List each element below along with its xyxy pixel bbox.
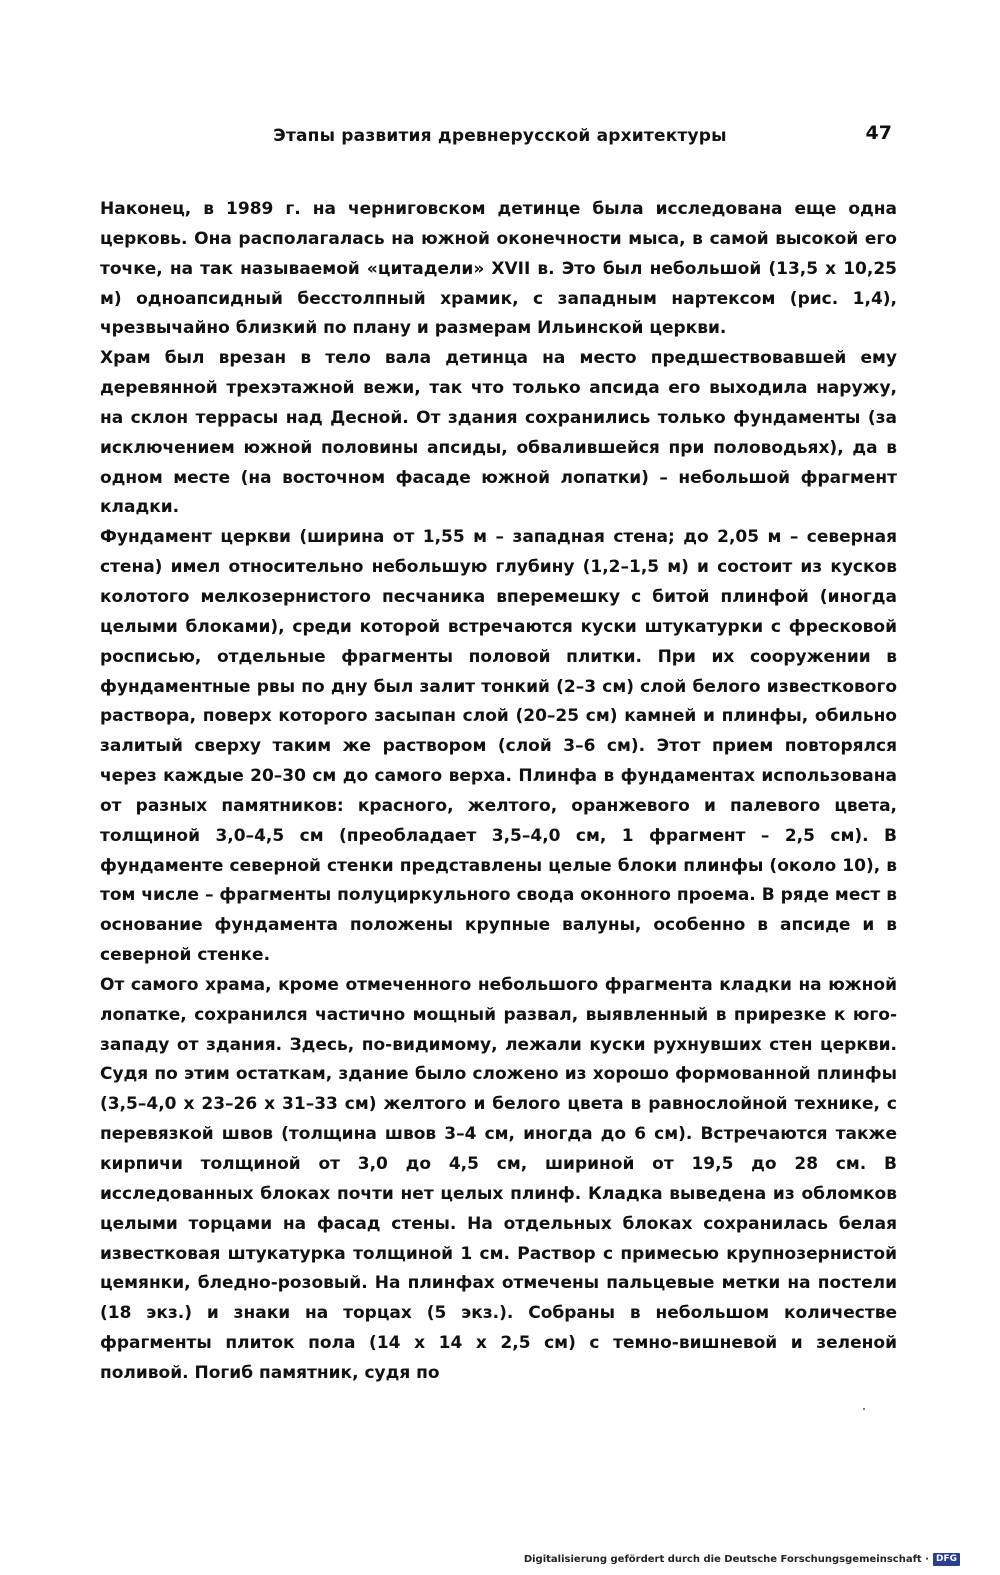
- digitization-credit: [524, 1553, 960, 1566]
- paragraph-2: Храм был врезан в тело вала детинца на место предшествовавшей ему деревянной трехэтажной вежи, так что только апсида его выходила наружу, на склон террасы над Десной. От здания сохранились только фундаменты (за исключением южной половины апсиды, обвалившейся при половодьях), да в одном месте (на восточном фасаде южной лопатки) – небольшой фрагмент кладки.: [100, 348, 897, 518]
- page-header: [100, 122, 900, 156]
- body-text: [100, 195, 897, 1389]
- page-number: 47: [865, 122, 892, 144]
- paragraph-3: Фундамент церкви (ширина от 1,55 м – западная стена; до 2,05 м – северная стена) имел относительно небольшую глубину (1,2–1,5 м) и состоит из кусков колотого мелкозернистого песчаника вперемешку с битой плинфой (иногда целыми блоками), среди которой встречаются куски штукатурки с фресковой росписью, отдельные фрагменты половой плитки. При их сооружении в фундаментные рвы по дну был залит тонкий (2–3 см) слой белого известкового раствора, поверх которого засыпан слой (20–25 см) камней и плинфы, обильно залитый сверху таким же раствором (слой 3–6 см). Этот прием повторялся через каждые 20–30 см до самого верха. Плинфа в фундаментах использована от разных памятников: красного, желтого, оранжевого и палевого цвета, толщиной 3,0–4,5 см (преобладает 3,5–4,0 см, 1 фрагмент – 2,5 см). В фундаменте северной стенки представлены целые блоки плинфы (около 10), в том числе – фрагменты полуциркульного свода оконного проема. В ряде мест в основание фундамента положены крупные валуны, особенно в апсиде и в северной стенке.: [100, 527, 897, 966]
- credit-text: Digitalisierung gefördert durch die Deutsche Forschungsgemeinschaft ·: [523, 1554, 929, 1565]
- scan-speck: [863, 1408, 865, 1410]
- dfg-logo-icon: DFG: [933, 1553, 960, 1566]
- running-title: Этапы развития древнерусской архитектуры: [273, 126, 727, 146]
- paragraph-4: От самого храма, кроме отмеченного небольшого фрагмента кладки на южной лопатке, сохранился частично мощный развал, выявленный в прирезке к юго-западу от здания. Здесь, по-видимому, лежали куски рухнувших стен церкви. Судя по этим остаткам, здание было сложено из хорошо формованной плинфы (3,5–4,0 х 23–26 х 31–33 см) желтого и белого цвета в равнослойной технике, с перевязкой швов (толщина швов 3–4 см, иногда до 6 см). Встречаются также кирпичи толщиной от 3,0 до 4,5 см, шириной от 19,5 до 28 см. В исследованных блоках почти нет целых плинф. Кладка выведена из обломков целыми торцами на фасад стены. На отдельных блоках сохранилась белая известковая штукатурка толщиной 1 см. Раствор с примесью крупнозернистой цемянки, бледно-розовый. На плинфах отмечены пальцевые метки на постели (18 экз.) и знаки на торцах (5 экз.). Собраны в небольшом количестве фрагменты плиток пола (14 х 14 х 2,5 см) с темно-вишневой и зеленой поливой. Погиб памятник, судя по: [100, 974, 897, 1383]
- paragraph-1: Наконец, в 1989 г. на черниговском детинце была исследована еще одна церковь. Она располагалась на южной оконечности мыса, в самой высокой его точке, на так называемой «цитадели» XVII в. Это был небольшой (13,5 х 10,25 м) одноапсидный бесстолпный храмик, с западным нартексом (рис. 1,4), чрезвычайно близкий по плану и размерам Ильинской церкви.: [100, 199, 897, 339]
